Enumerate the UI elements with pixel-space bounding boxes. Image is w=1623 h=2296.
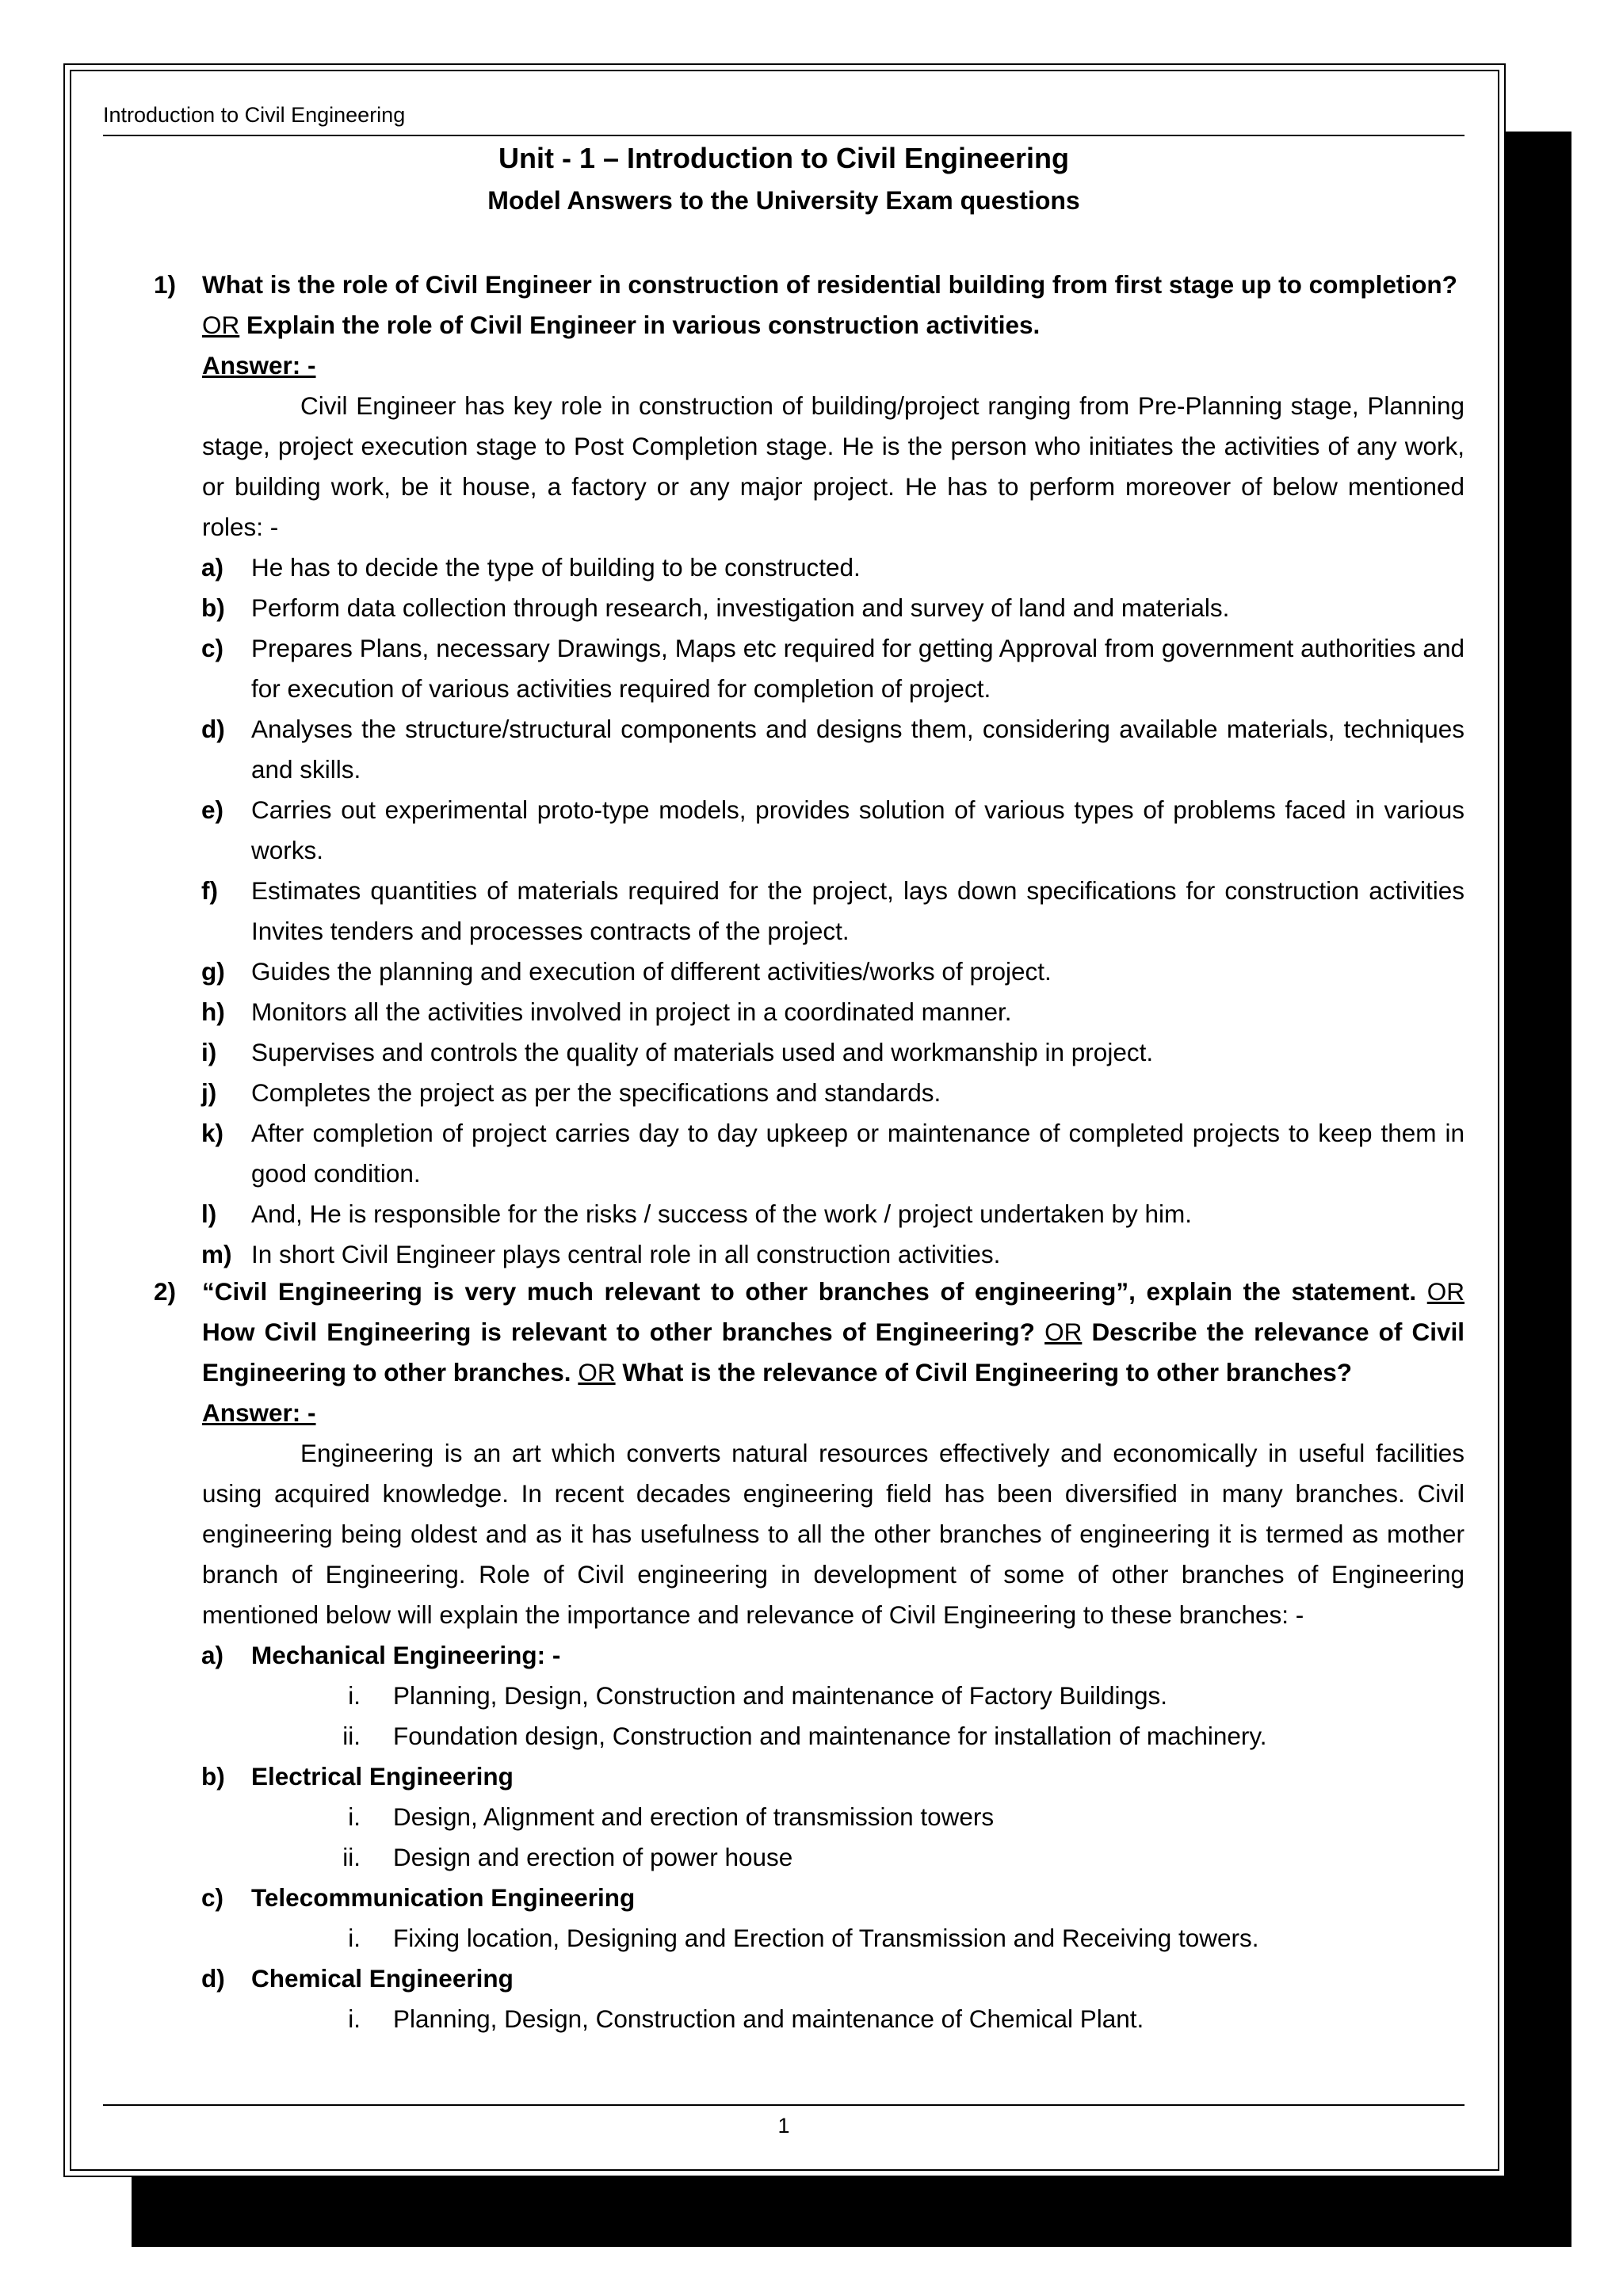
list-item-label: j) <box>201 1078 217 1107</box>
branch-label: c) <box>201 1883 224 1912</box>
list-item-text: In short Civil Engineer plays central role in all construction activities. <box>251 1240 1001 1268</box>
question-alt <box>202 305 1465 345</box>
header-rule <box>103 135 1465 136</box>
list-item <box>103 547 1465 588</box>
list-item-label: k) <box>201 1119 224 1147</box>
list-item <box>103 1113 1465 1194</box>
branch-heading <box>103 1958 1465 1999</box>
branch-label: d) <box>201 1964 225 1993</box>
list-item <box>103 1234 1465 1275</box>
sub-item-text: Planning, Design, Construction and maintenance of Chemical Plant. <box>393 2004 1144 2033</box>
list-item-text: Estimates quantities of materials required for the project, lays down specifications for construction activities Invites tenders and processes contracts of the project. <box>251 876 1465 945</box>
list-item <box>103 628 1465 709</box>
sub-item-label: ii. <box>342 1843 361 1871</box>
list-item-text: Carries out experimental proto-type models, provides solution of various types of problems faced in various works. <box>251 795 1465 864</box>
list-item-text: Prepares Plans, necessary Drawings, Maps etc required for getting Approval from government authorities and for execution of various activities required for completion of project. <box>251 634 1465 703</box>
branch-title: Mechanical Engineering: - <box>251 1641 561 1669</box>
list-item <box>103 871 1465 952</box>
roles-list <box>103 547 1465 1275</box>
branch-title: Chemical Engineering <box>251 1964 514 1993</box>
sub-item-label: ii. <box>342 1722 361 1750</box>
list-item <box>103 709 1465 790</box>
list-item-label: g) <box>201 957 225 986</box>
branch-heading <box>103 1635 1465 1676</box>
list-item-label: b) <box>201 593 225 622</box>
sub-item-label: i. <box>348 1802 361 1831</box>
list-item-label: i) <box>201 1038 217 1066</box>
branch-label: b) <box>201 1762 225 1791</box>
sub-item-label: i. <box>348 1681 361 1710</box>
answer-paragraph: Civil Engineer has key role in construction of building/project ranging from Pre-Planning stage, Planning stage, project execution stage to Post Completion stage. He is the person who initiates the activities of any work, or building work, be it house, a factory or any major project. He has to perform moreover of below mentioned roles: - <box>202 391 1465 541</box>
list-item-label: l) <box>201 1199 217 1228</box>
list-item-text: Guides the planning and execution of different activities/works of project. <box>251 957 1052 986</box>
sub-item-text: Design and erection of power house <box>393 1843 793 1871</box>
list-item-text: Perform data collection through research, investigation and survey of land and materials. <box>251 593 1230 622</box>
branch-sub-item <box>103 1797 1465 1837</box>
answer-paragraph: Engineering is an art which converts natural resources effectively and economically in useful facilities using acquired knowledge. In recent decades engineering field has been diversified in many branches. Civil engineering being oldest and as it has usefulness to all the other branches of engineering it is termed as mother branch of Engineering. Role of Civil engineering in development of some of other branches of Engineering mentioned below will explain the importance and relevance of Civil Engineering to these branches: - <box>202 1439 1465 1629</box>
list-item-label: a) <box>201 553 224 582</box>
sub-item-label: i. <box>348 1924 361 1952</box>
footer-rule <box>103 2104 1465 2106</box>
branch-sub-item <box>103 1716 1465 1756</box>
question-text-alt: Explain the role of Civil Engineer in various construction activities. <box>239 311 1041 339</box>
sub-item-text: Design, Alignment and erection of transmission towers <box>393 1802 995 1831</box>
or-marker: OR <box>1426 1277 1465 1306</box>
branch-title: Electrical Engineering <box>251 1762 514 1791</box>
list-item-text: Supervises and controls the quality of materials used and workmanship in project. <box>251 1038 1154 1066</box>
question-2 <box>103 1272 1465 2039</box>
question-number: 2) <box>154 1277 177 1306</box>
branches-list <box>103 1635 1465 2039</box>
list-item <box>103 1032 1465 1073</box>
list-item-label: c) <box>201 634 224 662</box>
sub-item-text: Planning, Design, Construction and maintenance of Factory Buildings. <box>393 1681 1168 1710</box>
list-item-label: h) <box>201 997 225 1026</box>
branch-title: Telecommunication Engineering <box>251 1883 636 1912</box>
list-item <box>103 790 1465 871</box>
page-number: 1 <box>777 2114 790 2138</box>
list-item <box>103 1194 1465 1234</box>
list-item-text: He has to decide the type of building to be constructed. <box>251 553 861 582</box>
list-item-label: m) <box>201 1240 232 1268</box>
list-item-text: Completes the project as per the specifications and standards. <box>251 1078 941 1107</box>
branch-sub-item <box>103 1918 1465 1958</box>
or-marker: OR <box>202 311 240 339</box>
sub-item-text: Foundation design, Construction and maintenance for installation of machinery. <box>393 1722 1267 1750</box>
list-item-text: Analyses the structure/structural components and designs them, considering available materials, techniques and skills. <box>251 715 1465 784</box>
list-item-label: e) <box>201 795 224 824</box>
list-item <box>103 1073 1465 1113</box>
list-item-label: d) <box>201 715 225 743</box>
page-title: Unit - 1 – Introduction to Civil Engineering <box>498 142 1069 174</box>
or-marker: OR <box>578 1358 616 1386</box>
branch-heading <box>103 1756 1465 1797</box>
question-number: 1) <box>154 270 177 299</box>
branch-sub-item <box>103 1837 1465 1878</box>
list-item-text: And, He is responsible for the risks / success of the work / project undertaken by him. <box>251 1199 1193 1228</box>
sub-item-text: Fixing location, Designing and Erection of Transmission and Receiving towers. <box>393 1924 1259 1952</box>
question-text: What is the role of Civil Engineer in construction of residential building from first stage up to completion? <box>202 270 1457 299</box>
list-item-label: f) <box>201 876 218 905</box>
branch-label: a) <box>201 1641 224 1669</box>
list-item <box>103 588 1465 628</box>
page-subtitle: Model Answers to the University Exam questions <box>487 186 1080 215</box>
list-item <box>103 952 1465 992</box>
question-text: “Civil Engineering is very much relevant to other branches of engineering”, explain the statement. OR How Civil Engineering is relevant to other branches of Engineering? OR Describe the relevance of Civil Engineering to other branches. OR What is the relevance of Civil Engineering to other branches? <box>202 1277 1465 1386</box>
or-marker: OR <box>1044 1318 1083 1346</box>
answer-label: Answer: - <box>202 1398 316 1427</box>
running-header: Introduction to Civil Engineering <box>103 103 406 127</box>
list-item-text: Monitors all the activities involved in project in a coordinated manner. <box>251 997 1012 1026</box>
list-item-text: After completion of project carries day to day upkeep or maintenance of completed projects to keep them in good condition. <box>251 1119 1465 1188</box>
list-item <box>103 992 1465 1032</box>
question-1 <box>103 265 1465 1275</box>
branch-sub-item <box>103 1999 1465 2039</box>
answer-label: Answer: - <box>202 351 316 379</box>
branch-heading <box>103 1878 1465 1918</box>
branch-sub-item <box>103 1676 1465 1716</box>
sub-item-label: i. <box>348 2004 361 2033</box>
